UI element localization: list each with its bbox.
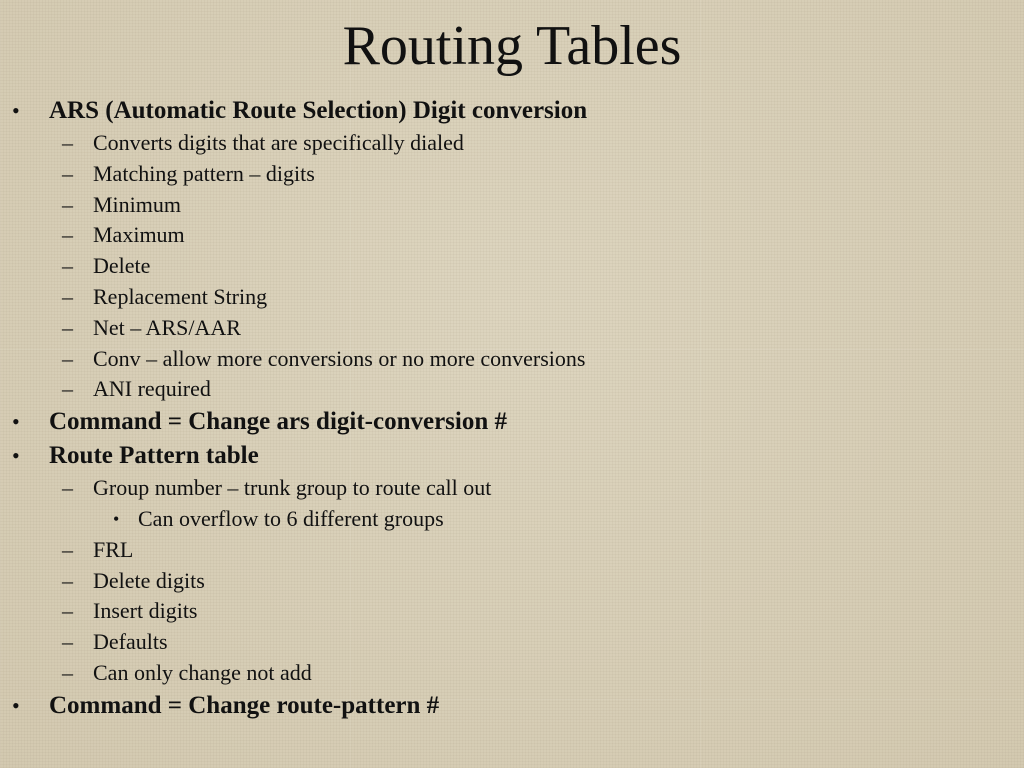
dash-marker: – bbox=[62, 283, 73, 309]
list-item-text: Can only change not add bbox=[93, 659, 312, 685]
list-item bbox=[0, 566, 1024, 597]
list-item bbox=[0, 374, 1024, 405]
list-item bbox=[0, 439, 1024, 473]
list-item-text: Converts digits that are specifically dialed bbox=[93, 130, 464, 155]
list-item-text: Replacement String bbox=[93, 283, 268, 309]
dash-marker: – bbox=[62, 629, 73, 655]
sub-bullet-marker: • bbox=[113, 508, 120, 529]
list-item bbox=[0, 535, 1024, 566]
list-item-text: Net – ARS/AAR bbox=[93, 314, 241, 340]
list-item bbox=[0, 596, 1024, 627]
dash-marker: – bbox=[62, 567, 73, 593]
dash-marker: – bbox=[62, 222, 73, 248]
list-item bbox=[0, 313, 1024, 344]
list-item bbox=[0, 159, 1024, 190]
list-item bbox=[0, 405, 1024, 439]
dash-marker: – bbox=[62, 659, 73, 685]
list-item bbox=[0, 128, 1024, 159]
list-item-text: FRL bbox=[93, 536, 134, 562]
bullet-marker: • bbox=[12, 409, 20, 435]
slide-content bbox=[0, 94, 1024, 723]
list-item bbox=[0, 344, 1024, 375]
list-item-text: Conv – allow more conversions or no more conversions bbox=[93, 345, 586, 371]
bullet-marker: • bbox=[12, 692, 20, 718]
dash-marker: – bbox=[62, 536, 73, 562]
list-item-text: ARS (Automatic Route Selection) Digit conversion bbox=[49, 97, 588, 124]
list-item bbox=[0, 658, 1024, 689]
list-item-text: Group number – trunk group to route call out bbox=[93, 475, 492, 501]
dash-marker: – bbox=[62, 376, 73, 402]
list-item bbox=[0, 689, 1024, 723]
list-item-text: ANI required bbox=[93, 376, 211, 402]
list-item bbox=[0, 94, 1024, 128]
dash-marker: – bbox=[62, 253, 73, 279]
list-item bbox=[0, 190, 1024, 221]
list-item-text: Command = Change route-pattern # bbox=[49, 691, 440, 719]
bullet-marker: • bbox=[12, 443, 20, 469]
list-item bbox=[0, 473, 1024, 504]
list-item-text: Minimum bbox=[93, 191, 182, 217]
list-item-text: Maximum bbox=[93, 222, 185, 248]
dash-marker: – bbox=[62, 598, 73, 624]
list-item-text: Command = Change ars digit-conversion # bbox=[49, 408, 508, 436]
list-item-text: Delete bbox=[93, 253, 151, 279]
dash-marker: – bbox=[62, 345, 73, 371]
list-item bbox=[0, 282, 1024, 313]
list-item bbox=[0, 627, 1024, 658]
list-item-text: Matching pattern – digits bbox=[93, 160, 315, 186]
list-item bbox=[0, 220, 1024, 251]
dash-marker: – bbox=[62, 314, 73, 340]
list-item-text: Delete digits bbox=[93, 567, 205, 593]
dash-marker: – bbox=[62, 160, 73, 186]
slide-title: Routing Tables bbox=[342, 15, 682, 77]
dash-marker: – bbox=[62, 475, 73, 501]
dash-marker: – bbox=[62, 130, 73, 155]
list-item bbox=[0, 504, 1024, 535]
dash-marker: – bbox=[62, 191, 73, 217]
list-item-text: Can overflow to 6 different groups bbox=[138, 505, 444, 531]
list-item bbox=[0, 251, 1024, 282]
list-item-text: Defaults bbox=[93, 629, 168, 655]
list-item-text: Insert digits bbox=[93, 598, 198, 624]
bullet-marker: • bbox=[12, 98, 20, 123]
list-item-text: Route Pattern table bbox=[49, 442, 259, 470]
